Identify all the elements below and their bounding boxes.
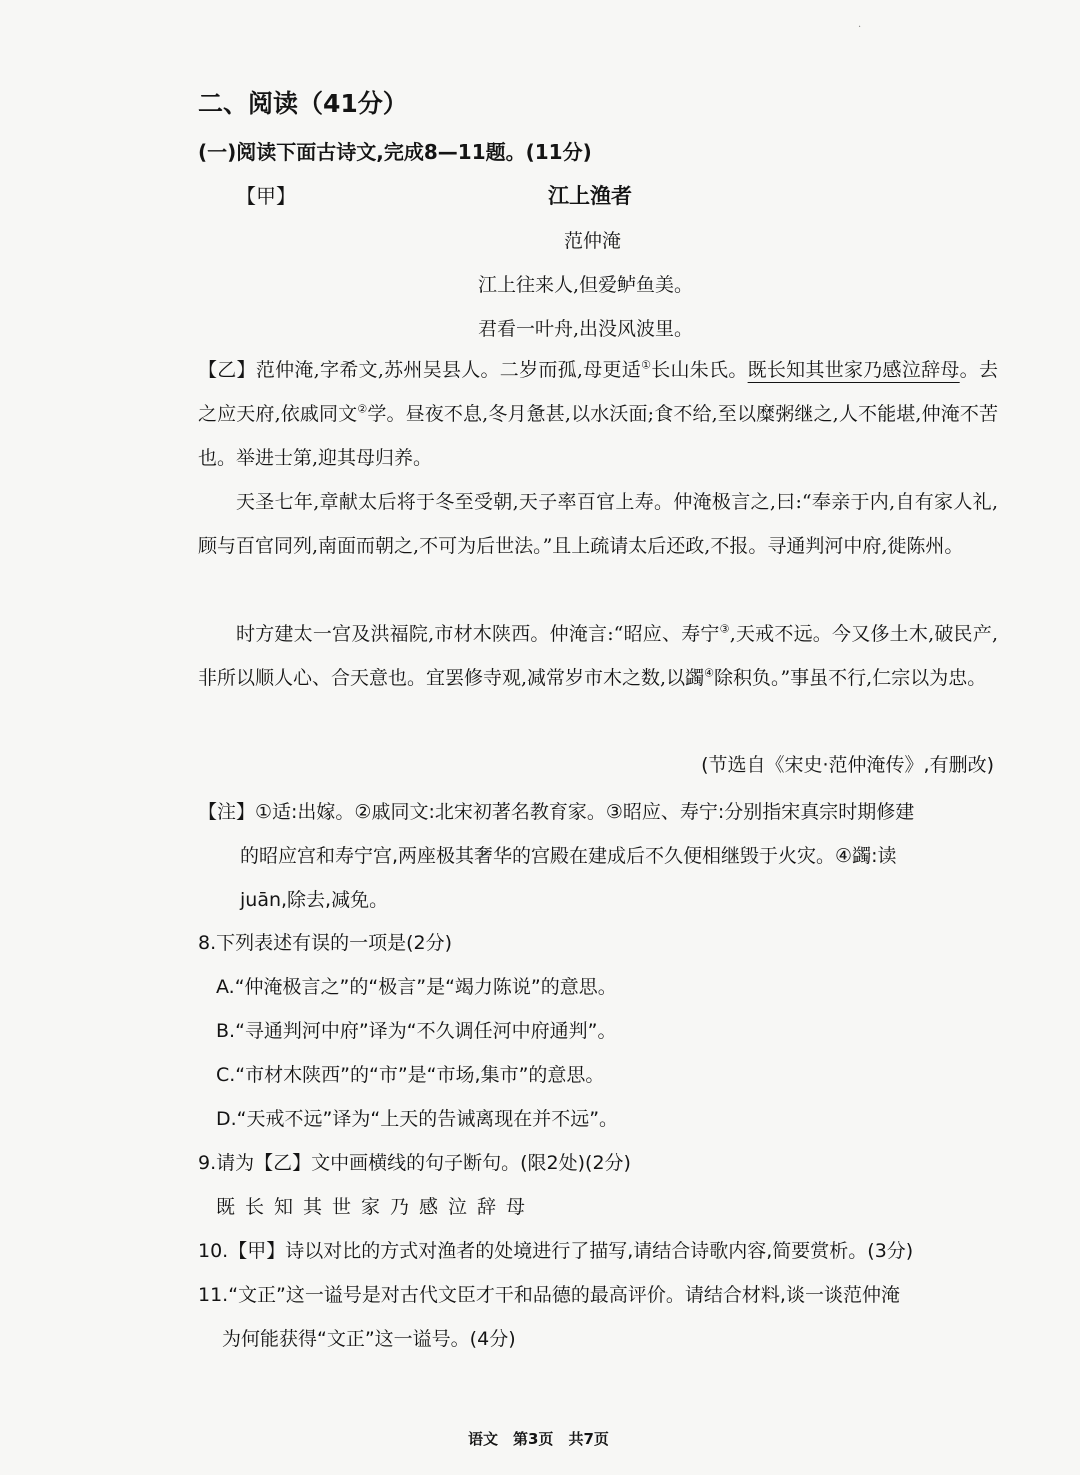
question-8-option-a: A.“仲淹极言之”的“极言”是“竭力陈说”的意思。 — [216, 976, 617, 998]
prose-paragraph-3 — [198, 612, 998, 700]
prose-p1-d: 学。昼夜不息,冬月惫甚,以水沃面;食不给,至以糜粥继之,人不能堪,仲淹不苦也。举进士第,迎其母归养。 — [198, 403, 998, 469]
question-8-option-b: B.“寻通判河中府”译为“不久调任河中府通判”。 — [216, 1020, 617, 1042]
prose-paragraph-2: 天圣七年,章献太后将于冬至受朝,天子率百官上寿。仲淹极言之,曰:“奉亲于内,自有家人礼,顾与百官同列,南面而朝之,不可为后世法。”且上疏请太后还政,不报。寻通判河中府,徙陈州。 — [198, 491, 998, 557]
prose-p1-a: 【乙】范仲淹,字希文,苏州吴县人。二岁而孤,母更适 — [198, 359, 642, 381]
poem-label: 【甲】 — [236, 184, 296, 208]
subsection-heading: (一)阅读下面古诗文,完成8—11题。(11分) — [198, 140, 592, 164]
notes-line-1: 【注】①适:出嫁。②戚同文:北宋初著名教育家。③昭应、寿宁:分别指宋真宗时期修建 — [198, 801, 915, 823]
prose-p3-b: ,天戒不远。今又侈土木,破民产,非所以顺人心、合天意也。宜罢修寺观,减常岁市木之数,以蠲 — [198, 623, 998, 689]
question-8-option-d: D.“天戒不远”译为“上天的告诫离现在并不远”。 — [216, 1108, 619, 1130]
underlined-sentence: 既长知其世家乃感泣辞母 — [747, 359, 960, 381]
note-marker-2: ② — [357, 402, 368, 416]
poem-line-1: 江上往来人,但爱鲈鱼美。 — [478, 274, 694, 296]
page-footer: 语文 第3页 共7页 — [468, 1430, 609, 1448]
question-8: 8.下列表述有误的一项是(2分) — [198, 932, 453, 954]
note-marker-4: ④ — [704, 666, 714, 680]
question-9-sentence: 既长知其世家乃感泣辞母 — [216, 1196, 536, 1218]
question-11-line-1: 11.“文正”这一谥号是对古代文臣才干和品德的最高评价。请结合材料,谈一谈范仲淹 — [198, 1284, 900, 1306]
poem-title: 江上渔者 — [548, 184, 632, 208]
prose-p1-c: 。去之应天府,依戚同文 — [198, 359, 998, 425]
note-marker-1: ① — [641, 358, 652, 372]
question-10: 10.【甲】诗以对比的方式对渔者的处境进行了描写,请结合诗歌内容,简要赏析。(3分) — [198, 1240, 914, 1262]
prose-p3-a: 时方建太一宫及洪福院,市材木陕西。仲淹言:“昭应、寿宁 — [236, 623, 720, 645]
section-heading: 二、阅读（41分） — [198, 89, 408, 118]
poem-line-2: 君看一叶舟,出没风波里。 — [478, 318, 694, 340]
notes-block — [198, 790, 998, 922]
prose-p1-b: 长山朱氏。 — [651, 359, 748, 381]
prose-p3-c: 除积负。”事虽不行,仁宗以为忠。 — [713, 667, 987, 689]
notes-line-2: 的昭应宫和寿宁宫,两座极其奢华的宫殿在建成后不久便相继毁于火灾。④蠲:读 — [240, 845, 897, 867]
question-11-line-2: 为何能获得“文正”这一谥号。(4分) — [222, 1328, 516, 1350]
poem-author: 范仲淹 — [564, 230, 622, 252]
prose-source: (节选自《宋史·范仲淹传》,有删改) — [701, 754, 994, 776]
question-9: 9.请为【乙】文中画横线的句子断句。(限2处)(2分) — [198, 1152, 631, 1174]
scan-mark: · — [858, 22, 862, 33]
note-marker-3: ③ — [719, 622, 730, 636]
notes-line-3: juān,除去,减免。 — [240, 889, 389, 911]
prose-paragraph-1 — [198, 348, 998, 480]
question-8-option-c: C.“市材木陕西”的“市”是“市场,集市”的意思。 — [216, 1064, 605, 1086]
